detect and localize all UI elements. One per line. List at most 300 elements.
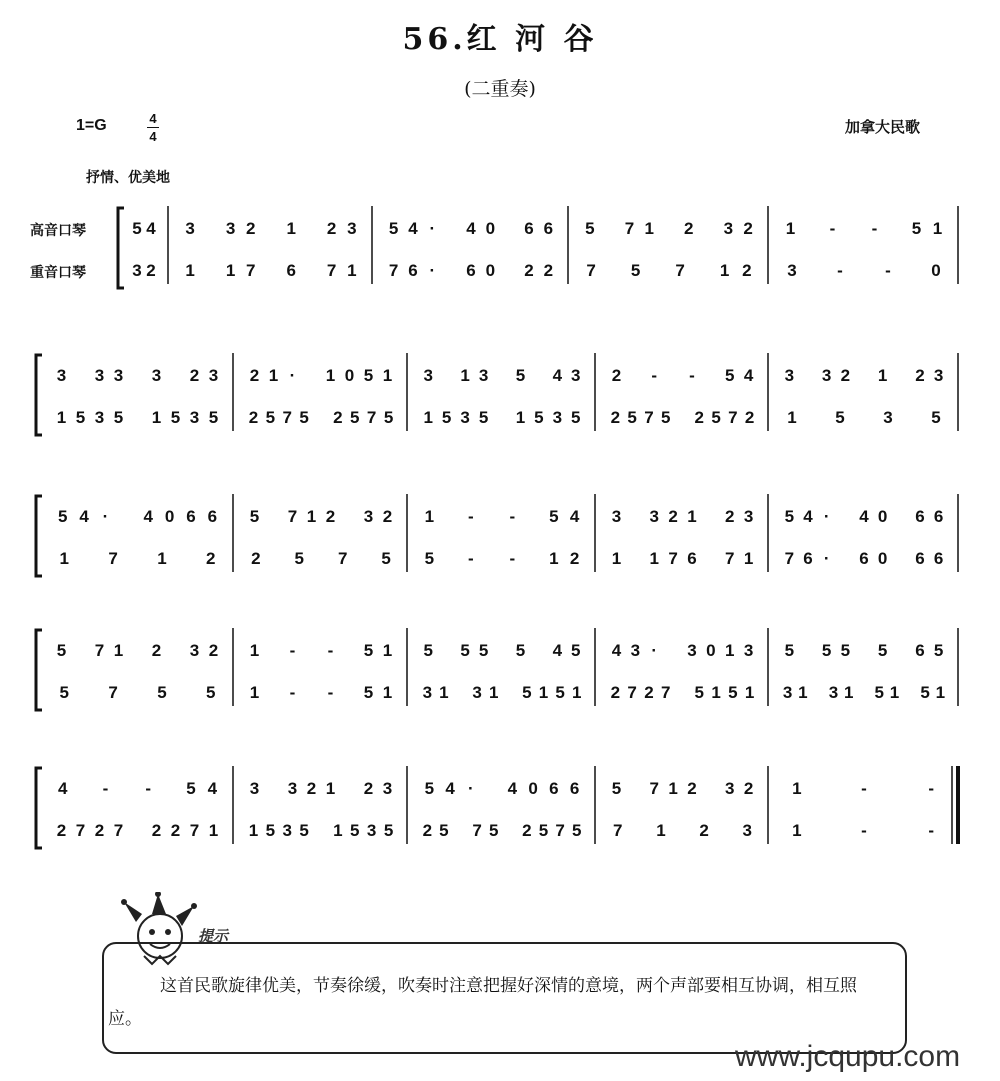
- note: 5: [59, 683, 69, 702]
- note: 5: [56, 641, 67, 660]
- note: 2: [699, 821, 709, 840]
- note: 5: [538, 821, 549, 840]
- note: 5: [424, 779, 435, 798]
- note: 5: [840, 641, 851, 660]
- note: -: [289, 641, 296, 660]
- note: 3: [787, 261, 797, 280]
- note: 2: [246, 219, 256, 238]
- note: 5: [132, 219, 142, 238]
- note: 7: [660, 683, 671, 702]
- note: 3: [249, 779, 260, 798]
- tip-text: 这首民歌旋律优美，节奏徐缓，吹奏时注意把握好深情的意境，两个声部要相互协调，相互照应。: [108, 976, 857, 1029]
- system-bracket: [36, 630, 42, 710]
- note: 7: [108, 549, 118, 568]
- note: 5: [363, 683, 374, 702]
- note: 0: [344, 366, 355, 385]
- note: 6: [408, 261, 418, 280]
- note: 5: [728, 683, 738, 702]
- note: 4: [569, 507, 580, 526]
- note: 5: [835, 408, 845, 427]
- note: 7: [613, 821, 623, 840]
- note: 5: [350, 408, 360, 427]
- note: 5: [724, 366, 735, 385]
- note: 7: [366, 408, 377, 427]
- note: 1: [113, 641, 124, 660]
- note: 0: [877, 549, 888, 568]
- note: 1: [785, 219, 796, 238]
- note: 1: [423, 408, 433, 427]
- note: -: [468, 549, 474, 568]
- note: 6: [466, 261, 476, 280]
- note: 2: [684, 219, 694, 238]
- note: 7: [337, 549, 348, 568]
- note: 0: [164, 507, 175, 526]
- note: 0: [931, 261, 941, 280]
- note: 5: [571, 408, 581, 427]
- note: 6: [543, 219, 554, 238]
- note: 5: [571, 821, 582, 840]
- note: 6: [859, 549, 869, 568]
- note: 1: [649, 549, 659, 568]
- note: -: [861, 779, 867, 798]
- note: 5: [388, 219, 399, 238]
- note: 7: [627, 683, 637, 702]
- song-subtitle: (二重奏): [464, 78, 536, 100]
- note: -: [861, 821, 867, 840]
- system-bracket: [36, 355, 42, 435]
- note: 7: [668, 549, 678, 568]
- note: 5: [423, 641, 433, 660]
- note: 5: [206, 683, 216, 702]
- note: 6: [569, 779, 580, 798]
- note: 1: [208, 821, 219, 840]
- note: -: [327, 641, 334, 660]
- note: 3: [552, 408, 563, 427]
- note: 5: [534, 408, 544, 427]
- note: 3: [571, 366, 581, 385]
- note: 5: [571, 641, 581, 660]
- note: 1: [843, 683, 854, 702]
- note: -: [928, 821, 935, 840]
- note: 2: [206, 549, 216, 568]
- note: 2: [742, 261, 752, 280]
- note: 1: [185, 261, 195, 280]
- note: 0: [706, 641, 716, 660]
- key-signature: 1=G: [76, 117, 107, 134]
- note: 3: [821, 366, 832, 385]
- note: -: [509, 507, 516, 526]
- note: 3: [94, 408, 105, 427]
- note: 3: [460, 408, 470, 427]
- note: 3: [743, 641, 754, 660]
- note: 5: [555, 683, 565, 702]
- note: 3: [687, 641, 697, 660]
- system-bracket: [36, 768, 42, 848]
- note: -: [145, 779, 152, 798]
- note: 1: [744, 683, 755, 702]
- note: 1: [488, 683, 499, 702]
- note: 2: [251, 549, 261, 568]
- note: 5: [911, 219, 922, 238]
- note: 2: [333, 408, 343, 427]
- note: 5: [363, 641, 374, 660]
- note: 5: [627, 408, 637, 427]
- note: 7: [586, 261, 596, 280]
- note: -: [509, 549, 516, 568]
- note: 4: [445, 779, 455, 798]
- note: ·: [823, 507, 830, 526]
- note: 6: [933, 507, 944, 526]
- note: 5: [113, 408, 124, 427]
- note: 3: [347, 219, 357, 238]
- note: 3: [743, 507, 754, 526]
- note: 7: [624, 219, 635, 238]
- note: 3: [828, 683, 839, 702]
- note: 3: [287, 779, 298, 798]
- note: 3: [189, 641, 200, 660]
- note: 7: [388, 261, 399, 280]
- note: 7: [724, 549, 735, 568]
- time-signature-bottom: 4: [149, 129, 157, 144]
- note: 3: [724, 779, 735, 798]
- note: 5: [478, 408, 489, 427]
- note: 5: [488, 821, 499, 840]
- note: 5: [460, 641, 470, 660]
- note: 5: [821, 641, 832, 660]
- note: 2: [146, 261, 156, 280]
- note: 2: [743, 779, 754, 798]
- note: 3: [784, 366, 795, 385]
- note: 7: [282, 408, 292, 427]
- note: 4: [552, 366, 563, 385]
- note: 5: [441, 408, 452, 427]
- note: 7: [189, 821, 200, 840]
- note: 1: [56, 408, 67, 427]
- note: 5: [660, 408, 671, 427]
- note: 5: [920, 683, 930, 702]
- note: 5: [157, 683, 167, 702]
- note: 6: [915, 549, 925, 568]
- note: 3: [630, 641, 641, 660]
- note: 2: [744, 408, 755, 427]
- note: 5: [515, 366, 526, 385]
- note: 2: [306, 779, 317, 798]
- note: 1: [151, 408, 162, 427]
- note: 7: [644, 408, 654, 427]
- note: 5: [439, 821, 449, 840]
- note: 3: [883, 408, 893, 427]
- note: 3: [208, 366, 219, 385]
- note: -: [651, 366, 658, 385]
- note: 6: [286, 261, 296, 280]
- note: 4: [743, 366, 754, 385]
- note: 1: [382, 641, 393, 660]
- note: 7: [784, 549, 795, 568]
- time-signature-top: 4: [149, 111, 157, 126]
- note: -: [928, 779, 935, 798]
- note: 7: [75, 821, 86, 840]
- note: 1: [932, 219, 943, 238]
- note: 3: [225, 219, 236, 238]
- note: ·: [429, 261, 436, 280]
- note: 4: [552, 641, 563, 660]
- note: 1: [644, 219, 654, 238]
- note: 3: [422, 683, 433, 702]
- note: 7: [108, 683, 118, 702]
- note: 5: [585, 219, 595, 238]
- note: 2: [610, 683, 621, 702]
- note: 4: [408, 219, 418, 238]
- note: -: [885, 261, 891, 280]
- note: 5: [75, 408, 86, 427]
- note: 6: [207, 507, 218, 526]
- note: 5: [933, 641, 944, 660]
- note: 1: [792, 821, 802, 840]
- note: 1: [889, 683, 900, 702]
- note: 2: [249, 366, 260, 385]
- note: 1: [306, 507, 317, 526]
- note: 2: [644, 683, 654, 702]
- note: -: [689, 366, 695, 385]
- note: 3: [151, 366, 162, 385]
- note: 2: [208, 641, 219, 660]
- note: 5: [265, 408, 276, 427]
- note: 5: [478, 641, 489, 660]
- note: 2: [569, 549, 580, 568]
- note: 2: [248, 408, 259, 427]
- note: 1: [538, 683, 549, 702]
- note: 5: [784, 641, 795, 660]
- note: 1: [268, 366, 279, 385]
- note: 6: [933, 549, 944, 568]
- note: 5: [350, 821, 360, 840]
- note: 3: [649, 507, 659, 526]
- note: 2: [325, 507, 336, 526]
- note: 5: [383, 821, 394, 840]
- system-bracket: [36, 496, 42, 576]
- note: 1: [249, 683, 260, 702]
- note: 4: [207, 779, 218, 798]
- note: 2: [94, 821, 105, 840]
- note: 3: [472, 683, 482, 702]
- note: 0: [485, 219, 496, 238]
- note: -: [289, 683, 296, 702]
- note: 7: [94, 641, 105, 660]
- note: 4: [466, 219, 476, 238]
- note: 2: [524, 261, 534, 280]
- note: 3: [113, 366, 124, 385]
- note: 5: [265, 821, 276, 840]
- note: 5: [57, 507, 68, 526]
- note: ·: [429, 219, 436, 238]
- note: 1: [424, 507, 435, 526]
- note: 7: [326, 261, 337, 280]
- note: 1: [549, 549, 559, 568]
- note: 2: [724, 507, 735, 526]
- note: 4: [803, 507, 813, 526]
- note: -: [829, 219, 836, 238]
- note: 1: [611, 549, 622, 568]
- note: 6: [549, 779, 559, 798]
- note: 1: [157, 549, 167, 568]
- note: 4: [143, 507, 153, 526]
- note: 3: [382, 779, 393, 798]
- note: 7: [728, 408, 738, 427]
- note: 2: [170, 821, 181, 840]
- note: 2: [668, 507, 678, 526]
- voice-label-lower: 重音口琴: [30, 264, 86, 280]
- note: 5: [299, 408, 309, 427]
- note: 0: [528, 779, 538, 798]
- note: 5: [170, 408, 181, 427]
- note: 4: [146, 219, 156, 238]
- note: 3: [933, 366, 944, 385]
- note: 4: [79, 507, 89, 526]
- note: 6: [687, 549, 697, 568]
- note: 6: [915, 641, 925, 660]
- note: 7: [649, 779, 659, 798]
- note: 1: [687, 507, 697, 526]
- note: -: [468, 507, 474, 526]
- note: 1: [347, 261, 357, 280]
- note: 1: [249, 641, 260, 660]
- note: 3: [366, 821, 377, 840]
- note: 7: [287, 507, 298, 526]
- note: 5: [381, 549, 391, 568]
- note: ·: [289, 366, 296, 385]
- note: 1: [724, 641, 735, 660]
- note: 1: [325, 779, 336, 798]
- note: 1: [656, 821, 666, 840]
- tip-label: 提示: [198, 928, 229, 945]
- note: 5: [424, 549, 435, 568]
- note: 3: [132, 261, 142, 280]
- note: 5: [877, 641, 888, 660]
- note: 3: [782, 683, 793, 702]
- note: 1: [286, 219, 296, 238]
- note: 6: [803, 549, 813, 568]
- note: 1: [382, 683, 393, 702]
- note: 1: [382, 366, 393, 385]
- note: 3: [611, 507, 622, 526]
- note: 4: [57, 779, 68, 798]
- song-origin: 加拿大民歌: [845, 119, 921, 136]
- note: 1: [719, 261, 730, 280]
- note: 5: [549, 507, 559, 526]
- note: 3: [742, 821, 752, 840]
- note: 3: [282, 821, 292, 840]
- note: 3: [723, 219, 734, 238]
- note: 2: [151, 641, 162, 660]
- note: 1: [787, 408, 797, 427]
- note: 1: [743, 549, 754, 568]
- note: 4: [507, 779, 518, 798]
- note: 2: [610, 408, 621, 427]
- note: 1: [792, 779, 802, 798]
- note: 5: [784, 507, 795, 526]
- voice-label-upper: 高音口琴: [30, 222, 86, 238]
- note: 1: [333, 821, 343, 840]
- tempo-marking: 抒情、优美地: [86, 169, 170, 185]
- note: 2: [189, 366, 200, 385]
- note: 5: [522, 683, 532, 702]
- note: -: [327, 683, 334, 702]
- note: 2: [56, 821, 67, 840]
- note: 2: [422, 821, 433, 840]
- note: 2: [694, 408, 705, 427]
- note: 2: [363, 779, 374, 798]
- note: ·: [651, 641, 658, 660]
- note: 1: [711, 683, 721, 702]
- note: 4: [611, 641, 622, 660]
- note: 7: [113, 821, 124, 840]
- note: -: [837, 261, 843, 280]
- note: 5: [294, 549, 305, 568]
- note: 1: [877, 366, 888, 385]
- note: -: [871, 219, 878, 238]
- note: 2: [743, 219, 753, 238]
- note: 5: [515, 641, 526, 660]
- note: 2: [611, 366, 622, 385]
- note: 1: [225, 261, 236, 280]
- note: 5: [874, 683, 885, 702]
- note: 1: [668, 779, 678, 798]
- note: 2: [382, 507, 393, 526]
- note: 3: [189, 408, 200, 427]
- note: 2: [543, 261, 554, 280]
- note: 5: [208, 408, 219, 427]
- note: 5: [711, 408, 721, 427]
- note: 5: [694, 683, 705, 702]
- note: ·: [102, 507, 109, 526]
- note: 1: [935, 683, 946, 702]
- note: ·: [823, 549, 830, 568]
- note: ·: [468, 779, 474, 798]
- system-bracket: [118, 208, 124, 288]
- song-title: 56.红 河 谷: [402, 22, 598, 57]
- note: 6: [524, 219, 534, 238]
- note: 1: [325, 366, 336, 385]
- note: 1: [798, 683, 808, 702]
- note: 5: [249, 507, 260, 526]
- note: 3: [478, 366, 489, 385]
- note: 5: [363, 366, 374, 385]
- note: -: [102, 779, 109, 798]
- note: 3: [423, 366, 433, 385]
- note: 1: [59, 549, 69, 568]
- note: 5: [299, 821, 309, 840]
- note: 7: [555, 821, 565, 840]
- note: 7: [472, 821, 482, 840]
- note: 0: [877, 507, 888, 526]
- note: 2: [915, 366, 925, 385]
- note: 7: [675, 261, 685, 280]
- note: 1: [515, 408, 526, 427]
- note: 1: [439, 683, 449, 702]
- note: 5: [630, 261, 641, 280]
- note: 6: [186, 507, 196, 526]
- note: 3: [56, 366, 67, 385]
- note: 2: [687, 779, 697, 798]
- watermark: www.jcqupu.com: [735, 1040, 961, 1073]
- note: 5: [611, 779, 622, 798]
- note: 5: [383, 408, 394, 427]
- note: 3: [94, 366, 105, 385]
- note: 3: [185, 219, 195, 238]
- note: 0: [485, 261, 496, 280]
- note: 1: [248, 821, 259, 840]
- note: 3: [363, 507, 374, 526]
